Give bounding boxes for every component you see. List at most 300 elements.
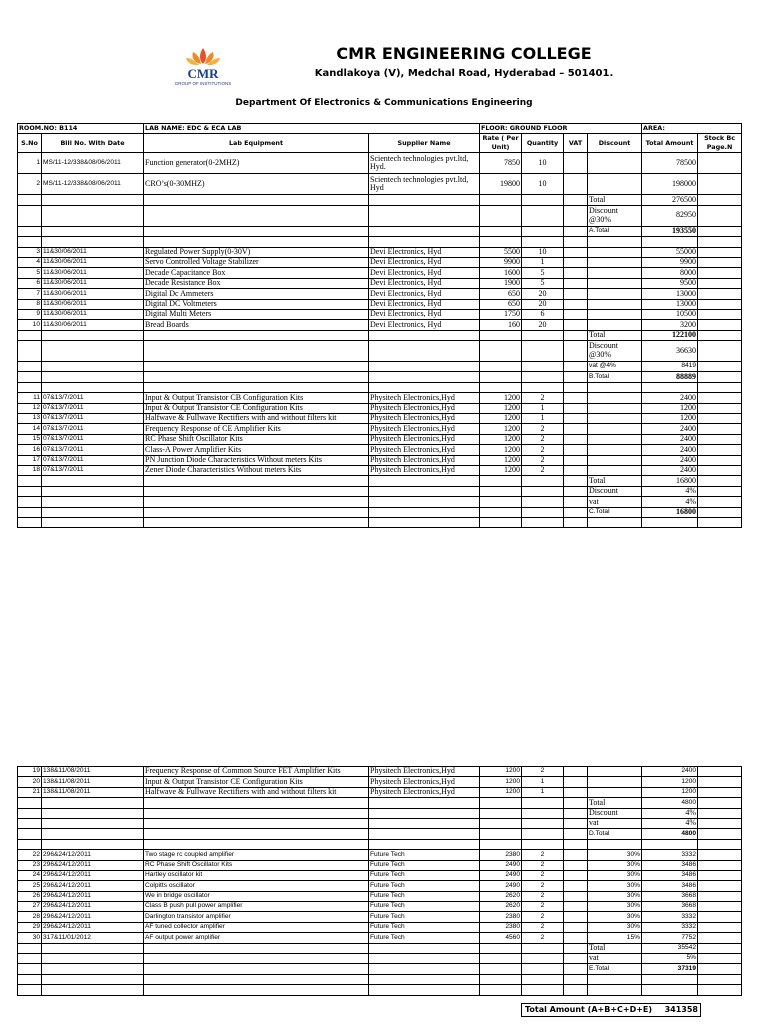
summary-label: Total (588, 195, 642, 205)
stock-cell (698, 393, 742, 403)
supplier-cell: Physitech Electronics,Hyd (369, 465, 480, 475)
total-cell: 2400 (642, 434, 698, 444)
empty-cell (144, 964, 369, 974)
sno-cell: 21 (18, 787, 42, 797)
summary-label: Total (588, 943, 642, 953)
empty-cell (522, 226, 564, 236)
total-cell: 13000 (642, 299, 698, 309)
discount-cell (588, 414, 642, 424)
supplier-cell: Physitech Electronics,Hyd (369, 787, 480, 797)
qty-cell: 2 (522, 767, 564, 777)
empty-cell (18, 974, 42, 984)
empty-cell (18, 517, 42, 527)
rate-cell: 2380 (480, 922, 522, 932)
empty-cell (480, 517, 522, 527)
item-cell: Input & Output Transistor CB Configuration Kits (144, 393, 369, 403)
qty-cell: 6 (522, 309, 564, 319)
vat-cell (564, 850, 588, 860)
rate-cell: 1200 (480, 455, 522, 465)
empty-cell (564, 382, 588, 392)
summary-value: 4% (642, 497, 698, 507)
rate-cell: 2490 (480, 870, 522, 880)
empty-cell (144, 798, 369, 808)
summary-label: Discount @30% (588, 341, 642, 362)
empty-cell (564, 985, 588, 995)
rate-cell: 19800 (480, 174, 522, 195)
qty-cell: 1 (522, 257, 564, 267)
vat-cell (564, 455, 588, 465)
empty-cell (522, 808, 564, 818)
empty-cell (42, 943, 144, 953)
summary-label: C.Total (588, 507, 642, 517)
empty-cell (480, 330, 522, 340)
total-cell: 3332 (642, 922, 698, 932)
sno-cell: 2 (18, 174, 42, 195)
discount-cell: 30% (588, 922, 642, 932)
total-cell: 10500 (642, 309, 698, 319)
supplier-cell: Devi Electronics, Hyd (369, 247, 480, 257)
item-cell: AF output power amplifier (144, 933, 369, 943)
supplier-cell: Devi Electronics, Hyd (369, 257, 480, 267)
stock-cell (698, 320, 742, 330)
rate-cell: 7850 (480, 153, 522, 174)
rate-cell: 1900 (480, 278, 522, 288)
empty-cell (588, 985, 642, 995)
table-row (18, 933, 742, 943)
bill-cell: 317&11/01/2012 (42, 933, 144, 943)
empty-cell (522, 497, 564, 507)
summary-value: 4% (642, 808, 698, 818)
empty-cell (42, 517, 144, 527)
rate-cell: 2380 (480, 912, 522, 922)
empty-cell (480, 985, 522, 995)
bill-cell: 296&24/12/2011 (42, 850, 144, 860)
empty-cell (522, 954, 564, 964)
supplier-cell: Devi Electronics, Hyd (369, 299, 480, 309)
empty-cell (144, 985, 369, 995)
empty-cell (564, 330, 588, 340)
summary-label: Discount (588, 486, 642, 496)
empty-cell (42, 476, 144, 486)
item-cell: Class-A Power Amplifier Kits (144, 445, 369, 455)
empty-cell (144, 362, 369, 372)
empty-cell (42, 507, 144, 517)
rate-cell: 2490 (480, 881, 522, 891)
table-row (18, 954, 742, 964)
item-cell: Halfwave & Fullwave Rectifiers with and without filters kit (144, 414, 369, 424)
summary-label: B.Total (588, 372, 642, 382)
rate-cell: 1750 (480, 309, 522, 319)
empty-cell (18, 818, 42, 828)
discount-cell (588, 767, 642, 777)
empty-cell (522, 382, 564, 392)
summary-value: 88889 (642, 372, 698, 382)
discount-cell (588, 434, 642, 444)
table-row (18, 517, 742, 527)
discount-cell: 30% (588, 891, 642, 901)
rate-cell: 4560 (480, 933, 522, 943)
empty-cell (480, 808, 522, 818)
empty-cell (144, 486, 369, 496)
empty-cell (42, 341, 144, 362)
summary-value: 16800 (642, 476, 698, 486)
supplier-cell: Future Tech (369, 870, 480, 880)
rate-cell: 5500 (480, 247, 522, 257)
empty-cell (18, 507, 42, 517)
stock-cell (698, 424, 742, 434)
discount-cell: 15% (588, 933, 642, 943)
column-header: VAT (564, 134, 588, 153)
table-row (18, 881, 742, 891)
table-row (18, 798, 742, 808)
sno-cell: 1 (18, 153, 42, 174)
bill-cell: 296&24/12/2011 (42, 891, 144, 901)
bill-cell: 11&30/06/2011 (42, 247, 144, 257)
empty-cell (144, 476, 369, 486)
table-row (18, 289, 742, 299)
empty-cell (369, 226, 480, 236)
rate-cell: 1200 (480, 393, 522, 403)
empty-cell (144, 382, 369, 392)
empty-cell (18, 798, 42, 808)
table-row (18, 372, 742, 382)
empty-cell (144, 829, 369, 839)
empty-cell (42, 808, 144, 818)
stock-cell (698, 299, 742, 309)
bill-cell: 07&13/7/2011 (42, 455, 144, 465)
empty-cell (369, 808, 480, 818)
empty-cell (369, 943, 480, 953)
empty-cell (369, 486, 480, 496)
item-cell: Regulated Power Supply(0-30V) (144, 247, 369, 257)
bill-cell: 07&13/7/2011 (42, 403, 144, 413)
table-row (18, 912, 742, 922)
summary-value: 4% (642, 486, 698, 496)
floor: FLOOR: GROUND FLOOR (480, 124, 642, 134)
sno-cell: 22 (18, 850, 42, 860)
qty-cell: 2 (522, 933, 564, 943)
empty-cell (698, 362, 742, 372)
sno-cell: 13 (18, 414, 42, 424)
qty-cell: 5 (522, 268, 564, 278)
empty-cell (522, 205, 564, 226)
empty-cell (18, 237, 42, 247)
table-row (18, 424, 742, 434)
table-row (18, 839, 742, 849)
empty-cell (144, 237, 369, 247)
sno-cell: 12 (18, 403, 42, 413)
equipment-table-lower (17, 766, 742, 996)
empty-cell (698, 330, 742, 340)
empty-cell (42, 362, 144, 372)
table-row (18, 818, 742, 828)
total-cell: 7752 (642, 933, 698, 943)
empty-cell (564, 964, 588, 974)
item-cell: Digital Dc Ammeters (144, 289, 369, 299)
empty-cell (42, 486, 144, 496)
discount-cell (588, 393, 642, 403)
empty-cell (588, 974, 642, 984)
empty-cell (144, 507, 369, 517)
rate-cell: 1200 (480, 403, 522, 413)
empty-cell (522, 507, 564, 517)
table-row (18, 870, 742, 880)
empty-cell (522, 964, 564, 974)
rate-cell: 650 (480, 299, 522, 309)
empty-cell (369, 341, 480, 362)
vat-cell (564, 870, 588, 880)
empty-cell (144, 839, 369, 849)
qty-cell: 20 (522, 320, 564, 330)
item-cell: Decade Resistance Box (144, 278, 369, 288)
item-cell: Input & Output Transistor CE Configuration Kits (144, 777, 369, 787)
column-header: Discount (588, 134, 642, 153)
stock-cell (698, 403, 742, 413)
bill-cell: MS/11-12/338&08/06/2011 (42, 153, 144, 174)
total-cell: 3486 (642, 860, 698, 870)
empty-cell (522, 517, 564, 527)
empty-cell (564, 497, 588, 507)
vat-cell (564, 403, 588, 413)
empty-cell (564, 205, 588, 226)
empty-cell (42, 964, 144, 974)
stock-cell (698, 247, 742, 257)
vat-cell (564, 153, 588, 174)
bill-cell: 11&30/06/2011 (42, 289, 144, 299)
empty-cell (642, 382, 698, 392)
sno-cell: 7 (18, 289, 42, 299)
empty-cell (369, 476, 480, 486)
empty-cell (564, 818, 588, 828)
stock-cell (698, 787, 742, 797)
discount-cell (588, 153, 642, 174)
empty-cell (698, 839, 742, 849)
stock-cell (698, 777, 742, 787)
qty-cell: 2 (522, 445, 564, 455)
total-cell: 2400 (642, 767, 698, 777)
bill-cell: 296&24/12/2011 (42, 902, 144, 912)
empty-cell (42, 382, 144, 392)
supplier-cell: Future Tech (369, 881, 480, 891)
stock-cell (698, 891, 742, 901)
empty-cell (369, 362, 480, 372)
qty-cell: 2 (522, 860, 564, 870)
bill-cell: 296&24/12/2011 (42, 922, 144, 932)
sno-cell: 5 (18, 268, 42, 278)
table-row (18, 257, 742, 267)
item-cell: RC Phase Shift Oscillator Kits (144, 860, 369, 870)
sno-cell: 20 (18, 777, 42, 787)
discount-cell (588, 247, 642, 257)
table-row (18, 278, 742, 288)
column-header: S.No (18, 134, 42, 153)
empty-cell (42, 985, 144, 995)
sno-cell: 3 (18, 247, 42, 257)
supplier-cell: Physitech Electronics,Hyd (369, 455, 480, 465)
empty-cell (144, 943, 369, 953)
sno-cell: 10 (18, 320, 42, 330)
empty-cell (480, 943, 522, 953)
empty-cell (564, 829, 588, 839)
empty-cell (369, 372, 480, 382)
table-row (18, 124, 742, 134)
discount-cell (588, 278, 642, 288)
discount-cell (588, 257, 642, 267)
qty-cell: 10 (522, 153, 564, 174)
empty-cell (18, 226, 42, 236)
item-cell: Input & Output Transistor CE Configuration Kits (144, 403, 369, 413)
discount-cell: 30% (588, 870, 642, 880)
qty-cell: 2 (522, 393, 564, 403)
item-cell: Darlington transistor amplifier (144, 912, 369, 922)
summary-label: Discount (588, 808, 642, 818)
empty-cell (18, 476, 42, 486)
empty-cell (480, 486, 522, 496)
table-row (18, 153, 742, 174)
rate-cell: 2490 (480, 860, 522, 870)
vat-cell (564, 268, 588, 278)
empty-cell (522, 943, 564, 953)
empty-cell (480, 954, 522, 964)
empty-cell (588, 237, 642, 247)
empty-cell (522, 362, 564, 372)
empty-cell (480, 341, 522, 362)
sno-cell: 27 (18, 902, 42, 912)
discount-cell (588, 455, 642, 465)
qty-cell: 20 (522, 299, 564, 309)
stock-cell (698, 465, 742, 475)
item-cell: PN Junction Diode Characteristics Without meters Kits (144, 455, 369, 465)
vat-cell (564, 434, 588, 444)
table-row (18, 943, 742, 953)
empty-cell (369, 507, 480, 517)
qty-cell: 2 (522, 870, 564, 880)
discount-cell: 30% (588, 881, 642, 891)
empty-cell (564, 226, 588, 236)
vat-cell (564, 891, 588, 901)
empty-cell (642, 517, 698, 527)
column-header: Bill No. With Date (42, 134, 144, 153)
empty-cell (144, 954, 369, 964)
empty-cell (588, 382, 642, 392)
grand-total-value: 341358 (664, 1005, 698, 1014)
table-row (18, 777, 742, 787)
sno-cell: 6 (18, 278, 42, 288)
empty-cell (698, 954, 742, 964)
table-row (18, 964, 742, 974)
empty-cell (369, 985, 480, 995)
discount-cell (588, 777, 642, 787)
empty-cell (144, 372, 369, 382)
stock-cell (698, 767, 742, 777)
summary-label: vat (588, 818, 642, 828)
supplier-cell: Future Tech (369, 933, 480, 943)
empty-cell (369, 330, 480, 340)
empty-cell (642, 839, 698, 849)
discount-cell (588, 445, 642, 455)
vat-cell (564, 465, 588, 475)
empty-cell (480, 507, 522, 517)
empty-cell (564, 954, 588, 964)
empty-cell (522, 341, 564, 362)
item-cell: CRO’s(0-30MHZ) (144, 174, 369, 195)
item-cell: Hartley oscillator kit (144, 870, 369, 880)
bill-cell: 11&30/06/2011 (42, 309, 144, 319)
empty-cell (369, 818, 480, 828)
empty-cell (480, 476, 522, 486)
supplier-cell: Future Tech (369, 891, 480, 901)
empty-cell (698, 372, 742, 382)
qty-cell: 10 (522, 247, 564, 257)
empty-cell (698, 974, 742, 984)
bill-cell: 138&11/08/2011 (42, 777, 144, 787)
bill-cell: 296&24/12/2011 (42, 860, 144, 870)
bill-cell: 11&30/06/2011 (42, 268, 144, 278)
summary-label: vat (588, 497, 642, 507)
summary-value: 82950 (642, 205, 698, 226)
bill-cell: 11&30/06/2011 (42, 299, 144, 309)
table-row (18, 403, 742, 413)
bill-cell: 11&30/06/2011 (42, 320, 144, 330)
bill-cell: 138&11/08/2011 (42, 767, 144, 777)
empty-cell (42, 954, 144, 964)
empty-cell (18, 362, 42, 372)
empty-cell (522, 476, 564, 486)
qty-cell: 2 (522, 912, 564, 922)
empty-cell (522, 798, 564, 808)
supplier-cell: Physitech Electronics,Hyd (369, 767, 480, 777)
table-row (18, 320, 742, 330)
bill-cell: 07&13/7/2011 (42, 445, 144, 455)
empty-cell (144, 330, 369, 340)
empty-cell (698, 943, 742, 953)
supplier-cell: Physitech Electronics,Hyd (369, 434, 480, 444)
supplier-cell: Future Tech (369, 902, 480, 912)
supplier-cell: Devi Electronics, Hyd (369, 268, 480, 278)
rate-cell: 1200 (480, 414, 522, 424)
table-row (18, 465, 742, 475)
summary-value: 5% (642, 954, 698, 964)
supplier-cell: Future Tech (369, 860, 480, 870)
summary-label: A.Total (588, 226, 642, 236)
empty-cell (18, 382, 42, 392)
vat-cell (564, 860, 588, 870)
empty-cell (369, 798, 480, 808)
summary-label: D.Total (588, 829, 642, 839)
summary-label: Total (588, 330, 642, 340)
total-cell: 13000 (642, 289, 698, 299)
empty-cell (18, 829, 42, 839)
empty-cell (369, 829, 480, 839)
empty-cell (18, 195, 42, 205)
rate-cell: 650 (480, 289, 522, 299)
empty-cell (564, 476, 588, 486)
table-row (18, 330, 742, 340)
sno-cell: 18 (18, 465, 42, 475)
empty-cell (144, 205, 369, 226)
empty-cell (480, 964, 522, 974)
table-row (18, 299, 742, 309)
item-cell: RC Phase Shift Oscillator Kits (144, 434, 369, 444)
column-header: Rate ( Per Unit) (480, 134, 522, 153)
table-row (18, 174, 742, 195)
qty-cell: 2 (522, 465, 564, 475)
supplier-cell: Devi Electronics, Hyd (369, 278, 480, 288)
empty-cell (698, 829, 742, 839)
table-row (18, 237, 742, 247)
rate-cell: 1200 (480, 465, 522, 475)
empty-cell (369, 964, 480, 974)
